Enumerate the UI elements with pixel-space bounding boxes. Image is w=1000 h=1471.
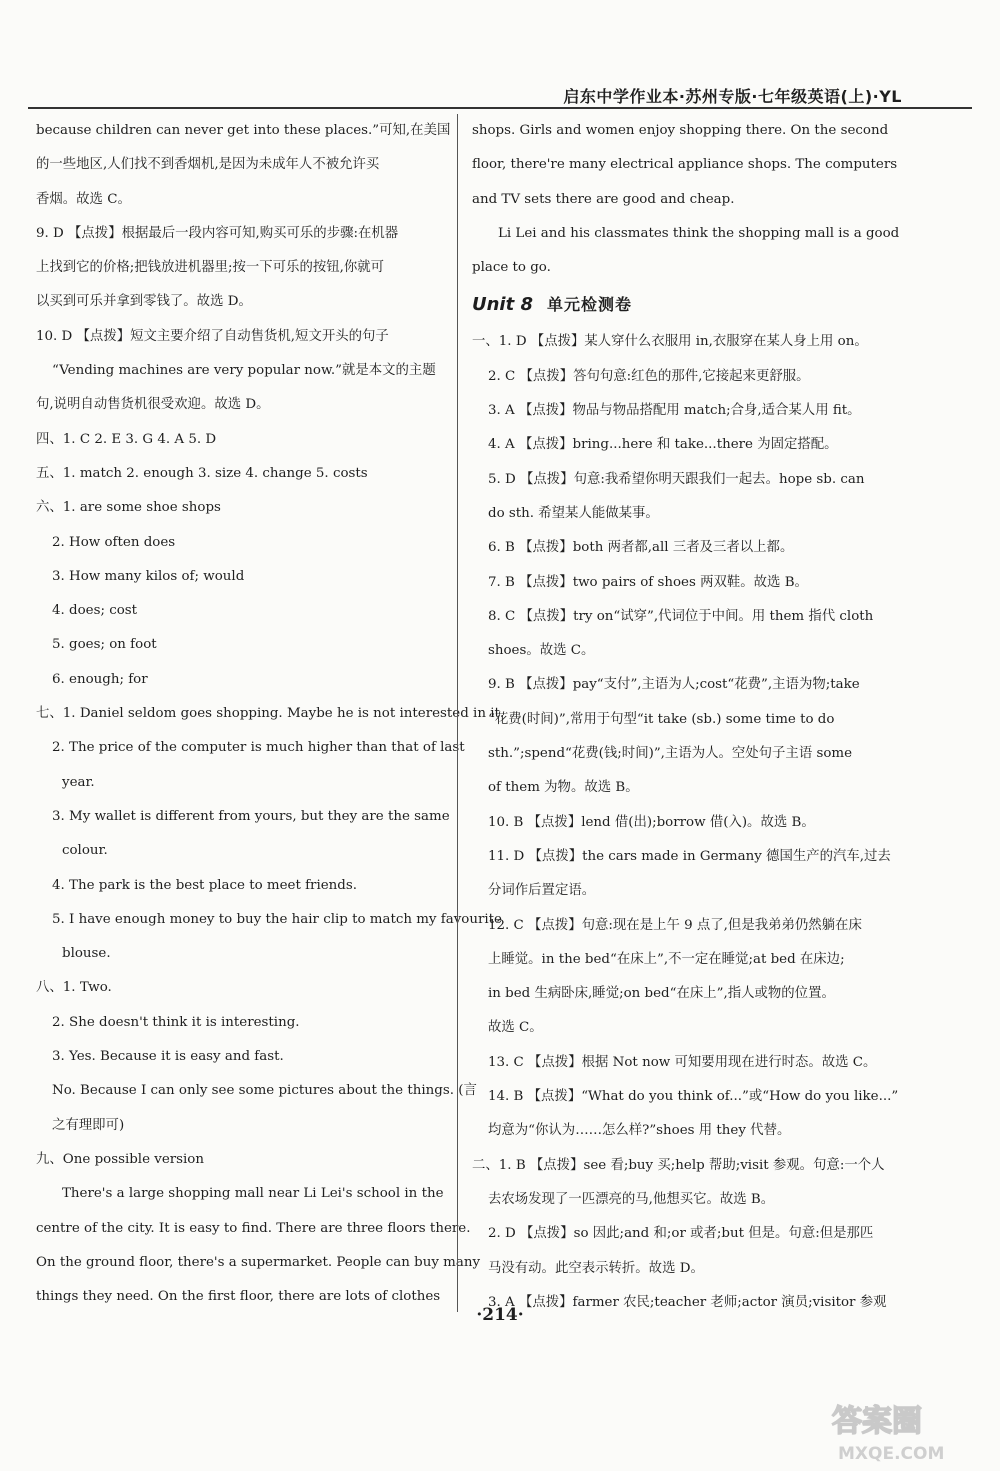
watermark-logo bbox=[826, 1395, 986, 1467]
text-line: 八、1. Two. bbox=[36, 980, 112, 996]
text-line: and TV sets there are good and cheap. bbox=[472, 191, 735, 207]
text-line: On the ground floor, there's a supermarket. People can buy many bbox=[36, 1254, 481, 1270]
text-line: 3. How many kilos of; would bbox=[52, 568, 245, 584]
watermark-text: 答案圈 bbox=[832, 1404, 922, 1439]
text-line: 均意为“你认为……怎么样?”shoes 用 they 代替。 bbox=[488, 1123, 791, 1139]
text-line: 五、1. match 2. enough 3. size 4. change 5. costs bbox=[36, 465, 368, 481]
text-line: 二、1. B 【点拨】see 看;buy 买;help 帮助;visit 参观。句意:一个人 bbox=[472, 1157, 885, 1173]
text-line: shoes。故选 C。 bbox=[488, 643, 595, 659]
header-rule bbox=[28, 107, 972, 109]
text-line: things they need. On the first floor, there are lots of clothes bbox=[36, 1289, 441, 1305]
page-number: ·214· bbox=[476, 1305, 524, 1325]
text-line: of them 为物。故选 B。 bbox=[488, 780, 639, 796]
text-line: 2. How often does bbox=[52, 534, 176, 550]
text-line: sth.”;spend“花费(钱;时间)”,主语为人。空处句子主语 some bbox=[488, 746, 853, 762]
text-line: in bed 生病卧床,睡觉;on bed“在床上”,指人或物的位置。 bbox=[488, 986, 835, 1002]
text-line: 2. D 【点拨】so 因此;and 和;or 或者;but 但是。句意:但是那匹 bbox=[488, 1226, 874, 1242]
text-line: shops. Girls and women enjoy shopping there. On the second bbox=[472, 123, 889, 138]
text-line: 13. C 【点拨】根据 Not now 可知要用现在进行时态。故选 C。 bbox=[488, 1054, 877, 1070]
text-line: 6. enough; for bbox=[52, 671, 148, 687]
text-line: 6. B 【点拨】both 两者都,all 三者及三者以上都。 bbox=[488, 540, 794, 556]
text-line: 3. My wallet is different from yours, but they are the same bbox=[52, 808, 450, 824]
text-line: 9. B 【点拨】pay“支付”,主语为人;cost“花费”,主语为物;take bbox=[488, 677, 860, 693]
text-line: 六、1. are some shoe shops bbox=[36, 500, 221, 516]
watermark-url: MXQE.COM bbox=[838, 1444, 945, 1464]
text-line: 12. C 【点拨】句意:现在是上午 9 点了,但是我弟弟仍然躺在床 bbox=[488, 917, 862, 933]
text-line: No. Because I can only see some pictures about the things. (言 bbox=[52, 1083, 477, 1099]
text-line: 3. Yes. Because it is easy and fast. bbox=[52, 1049, 284, 1065]
text-line: 10. B 【点拨】lend 借(出);borrow 借(入)。故选 B。 bbox=[488, 814, 815, 830]
text-line: 的一些地区,人们找不到香烟机,是因为未成年人不被允许买 bbox=[36, 157, 380, 173]
text-line: “Vending machines are very popular now.”就是本文的主题 bbox=[52, 363, 436, 379]
text-line: 8. C 【点拨】try on“试穿”,代词位于中间。用 them 指代 cloth bbox=[488, 608, 874, 624]
text-line: 之有理即可) bbox=[52, 1117, 125, 1133]
text-line: 马没有动。此空表示转折。故选 D。 bbox=[488, 1260, 704, 1276]
text-line: place to go. bbox=[472, 260, 551, 276]
text-line: centre of the city. It is easy to find. There are three floors there. bbox=[36, 1220, 471, 1236]
text-line: 去农场发现了一匹漂亮的马,他想买它。故选 B。 bbox=[488, 1191, 775, 1207]
text-line: 2. She doesn't think it is interesting. bbox=[52, 1014, 300, 1030]
text-line: colour. bbox=[62, 843, 108, 859]
text-line: 2. The price of the computer is much higher than that of last bbox=[52, 740, 465, 756]
text-line: floor, there're many electrical appliance shops. The computers bbox=[472, 157, 898, 173]
column-divider bbox=[457, 114, 458, 1312]
text-line: 句,说明自动售货机很受欢迎。故选 D。 bbox=[36, 397, 270, 413]
text-line: blouse. bbox=[62, 946, 111, 962]
text-line: 上找到它的价格;把钱放进机器里;按一下可乐的按钮,你就可 bbox=[36, 260, 385, 276]
text-line: There's a large shopping mall near Li Lei's school in the bbox=[62, 1186, 444, 1202]
unit-heading bbox=[472, 285, 896, 325]
text-line: 4. does; cost bbox=[52, 603, 138, 619]
text-line: 2. C 【点拨】答句句意:红色的那件,它接起来更舒服。 bbox=[488, 368, 810, 384]
text-line: 分词作后置定语。 bbox=[488, 883, 596, 899]
text-line: do sth. 希望某人能做某事。 bbox=[488, 505, 659, 521]
text-line: 七、1. Daniel seldom goes shopping. Maybe he is not interested in it. bbox=[36, 706, 505, 722]
running-header: 启东中学作业本·苏州专版·七年级英语(上)·YL bbox=[563, 87, 902, 106]
text-line: 3. A 【点拨】farmer 农民;teacher 老师;actor 演员;visitor 参观 bbox=[488, 1294, 887, 1310]
text-line: because children can never get into these places.”可知,在美国 bbox=[36, 123, 451, 138]
text-line: 7. B 【点拨】two pairs of shoes 两双鞋。故选 B。 bbox=[488, 574, 808, 590]
text-line: 以买到可乐并拿到零钱了。故选 D。 bbox=[36, 294, 252, 310]
text-line: Li Lei and his classmates think the shopping mall is a good bbox=[498, 225, 900, 241]
text-line: 5. goes; on foot bbox=[52, 637, 157, 653]
text-line: 四、1. C 2. E 3. G 4. A 5. D bbox=[36, 431, 217, 447]
text-line: 3. A 【点拨】物品与物品搭配用 match;合身,适合某人用 fit。 bbox=[488, 403, 861, 419]
right-column bbox=[472, 114, 900, 1320]
text-line: year. bbox=[62, 774, 95, 790]
text-line: 5. D 【点拨】句意:我希望你明天跟我们一起去。hope sb. can bbox=[488, 471, 865, 487]
text-line: 4. The park is the best place to meet friends. bbox=[52, 877, 357, 893]
text-line: “花费(时间)”,常用于句型“it take (sb.) some time to do bbox=[488, 711, 835, 727]
text-line: 4. A 【点拨】bring...here 和 take...there 为固定搭配。 bbox=[488, 437, 838, 453]
text-line: 香烟。故选 C。 bbox=[36, 191, 131, 207]
unit-title: Unit 8 bbox=[472, 294, 533, 316]
text-line: 故选 C。 bbox=[488, 1020, 543, 1036]
text-line: 11. D 【点拨】the cars made in Germany 德国生产的汽车,过去 bbox=[488, 848, 891, 864]
text-line: 14. B 【点拨】“What do you think of...”或“How do you like...” bbox=[488, 1089, 899, 1105]
text-line: 10. D 【点拨】短文主要介绍了自动售货机,短文开头的句子 bbox=[36, 328, 389, 344]
text-line: 5. I have enough money to buy the hair clip to match my favourite bbox=[52, 911, 502, 927]
unit-subtitle: 单元检测卷 bbox=[547, 295, 633, 315]
text-line: 上睡觉。in the bed“在床上”,不一定在睡觉;at bed 在床边; bbox=[488, 951, 845, 967]
text-line: 9. D 【点拨】根据最后一段内容可知,购买可乐的步骤:在机器 bbox=[36, 225, 399, 241]
text-line: 一、1. D 【点拨】某人穿什么衣服用 in,衣服穿在某人身上用 on。 bbox=[472, 334, 868, 350]
text-line: 九、One possible version bbox=[36, 1151, 204, 1167]
